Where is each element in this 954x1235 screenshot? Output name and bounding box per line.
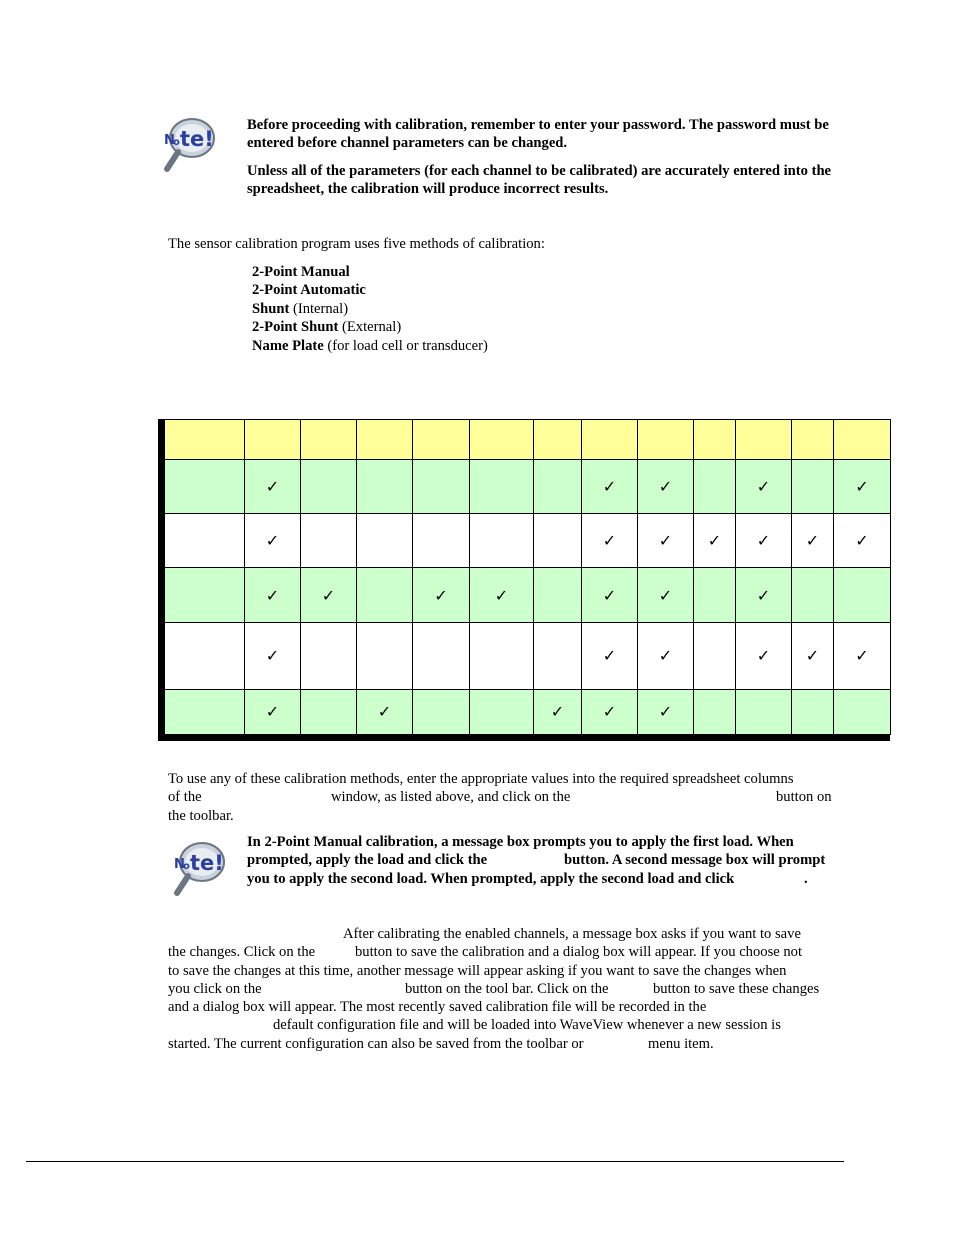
save-paragraph: After calibrating the enabled channels, a message box asks if you want to save the changes. Click on the button to save the calibration and a dialog box will appear. If you choose not to save the changes at this time, another message will appear asking if you want to save the changes when you click on the button on the tool bar. Click on the button to save these changes and a dialog box will appear. The most recently saved calibration file will be recorded in the default configuration file and will be loaded into WaveView whenever a new session is started. The current configuration can also be saved from the toolbar or menu item. [168,926,820,1052]
table-cell [834,568,891,622]
note-password-para2: Unless all of the parameters (for each channel to be calibrated) are accurately entered into the spreadsheet, the calibration will produce incorrect results. [247,162,832,198]
table-cell [357,622,413,689]
table-header-cell [736,420,792,460]
method-item: 2-Point Manual [252,264,350,280]
table-header-cell [301,420,357,460]
method-label-cell [165,514,245,568]
note-password-para1: Before proceeding with calibration, remember to enter your password. The password must be entered before channel parameters can be changed. [247,117,829,152]
table-header-cell [834,420,891,460]
table-header-cell [413,420,470,460]
table-cell [470,460,534,514]
table-header-cell [165,420,245,460]
svg-text:o: o [183,861,190,872]
svg-text:te!: te! [180,127,214,151]
note-magnifier-icon [160,112,222,174]
checkmark-icon: ✓ [534,689,582,734]
table-row [165,568,891,622]
table-cell [470,622,534,689]
method-item: 2-Point Automatic [252,282,366,299]
table-cell [694,689,736,734]
table-cell [792,460,834,514]
method-label-cell [165,568,245,622]
method-label-cell [165,460,245,514]
table-row [165,622,891,689]
checkmark-icon: ✓ [834,514,891,568]
table-cell [694,568,736,622]
svg-text:te!: te! [190,851,224,875]
table-header-cell [534,420,582,460]
method-label-cell [165,689,245,734]
note-two-point-manual: In 2-Point Manual calibration, a message box prompts you to apply the first load. When prompted, apply the load and click the button. A second message box will prompt you to apply the second load. When prompted, apply the second load and click . [247,834,826,887]
checkmark-icon: ✓ [245,689,301,734]
table-cell [792,689,834,734]
table-header-cell [792,420,834,460]
method-label-cell [165,622,245,689]
checkmark-icon: ✓ [638,514,694,568]
table-cell [470,689,534,734]
svg-text:o: o [173,137,180,148]
method-item: Shunt (Internal) [252,300,349,317]
checkmark-icon: ✓ [413,568,470,622]
table-cell [694,460,736,514]
table-header-cell [357,420,413,460]
table-cell [534,460,582,514]
calibration-table-frame [158,419,890,741]
checkmark-icon: ✓ [582,514,638,568]
method-item: Name Plate (for load cell or transducer) [252,337,488,354]
checkmark-icon: ✓ [736,622,792,689]
methods-intro: The sensor calibration program uses five methods of calibration: [168,236,545,252]
note-password [247,116,837,208]
checkmark-icon: ✓ [245,622,301,689]
table-cell [413,460,470,514]
checkmark-icon: ✓ [245,460,301,514]
table-cell [534,622,582,689]
checkmark-icon: ✓ [792,514,834,568]
checkmark-icon: ✓ [736,568,792,622]
table-row [165,460,891,514]
svg-text:N: N [174,857,185,872]
table-header-cell [245,420,301,460]
checkmark-icon: ✓ [357,689,413,734]
checkmark-icon: ✓ [582,689,638,734]
note-magnifier-icon [170,836,232,898]
checkmark-icon: ✓ [470,568,534,622]
svg-text:N: N [164,133,175,148]
table-cell [413,514,470,568]
table-cell [694,622,736,689]
table-cell [736,689,792,734]
calibration-method-table [164,419,891,735]
checkmark-icon: ✓ [736,514,792,568]
checkmark-icon: ✓ [638,568,694,622]
checkmark-icon: ✓ [301,568,357,622]
table-cell [357,568,413,622]
table-header-cell [470,420,534,460]
checkmark-icon: ✓ [245,568,301,622]
table-cell [301,514,357,568]
table-cell [301,689,357,734]
table-cell [534,514,582,568]
table-cell [413,622,470,689]
table-cell [301,622,357,689]
table-cell [357,514,413,568]
table-cell [834,689,891,734]
table-cell [792,568,834,622]
table-cell [413,689,470,734]
checkmark-icon: ✓ [582,622,638,689]
checkmark-icon: ✓ [834,622,891,689]
checkmark-icon: ✓ [582,460,638,514]
checkmark-icon: ✓ [792,622,834,689]
footer-rule [26,1161,844,1162]
table-header-cell [638,420,694,460]
checkmark-icon: ✓ [582,568,638,622]
table-cell [301,460,357,514]
table-cell [357,460,413,514]
table-header-cell [694,420,736,460]
table-cell [534,568,582,622]
usage-paragraph: To use any of these calibration methods, enter the appropriate values into the required spreadsheet columns of the window, as listed above, and click on the button on the toolbar. [168,771,832,824]
checkmark-icon: ✓ [245,514,301,568]
table-header-cell [582,420,638,460]
checkmark-icon: ✓ [638,622,694,689]
checkmark-icon: ✓ [638,689,694,734]
checkmark-icon: ✓ [638,460,694,514]
checkmark-icon: ✓ [736,460,792,514]
checkmark-icon: ✓ [694,514,736,568]
methods-list [252,263,488,355]
checkmark-icon: ✓ [834,460,891,514]
table-row [165,689,891,734]
table-cell [470,514,534,568]
method-item: 2-Point Shunt (External) [252,319,402,336]
table-header-row [165,420,891,460]
table-row [165,514,891,568]
